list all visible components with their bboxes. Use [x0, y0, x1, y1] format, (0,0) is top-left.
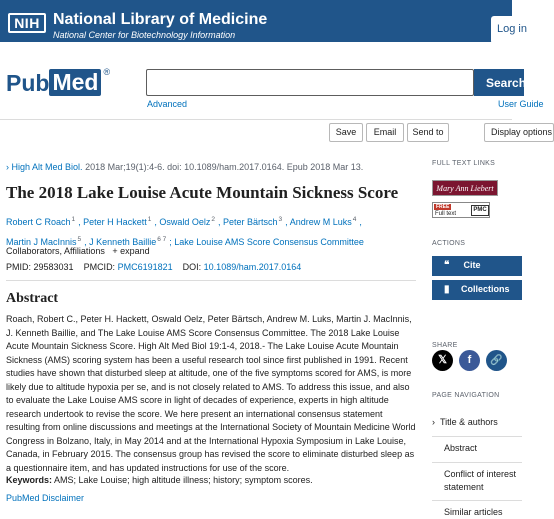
facebook-share-icon[interactable]: f	[459, 350, 480, 371]
nav-title-authors[interactable]: › Title & authors	[432, 417, 498, 427]
actions-heading: ACTIONS	[432, 240, 466, 247]
keywords-label: Keywords:	[6, 475, 53, 485]
advanced-search-link[interactable]: Advanced	[147, 99, 188, 109]
org-subtitle: National Center for Biotechnology Information	[53, 30, 236, 40]
author-link[interactable]: Lake Louise AMS Score Consensus Committee	[174, 237, 364, 247]
author-link[interactable]: Robert C Roach	[6, 217, 71, 227]
abstract-heading: Abstract	[6, 291, 59, 306]
search-input[interactable]	[146, 69, 474, 96]
collections-button[interactable]	[432, 280, 522, 300]
save-button[interactable]: Save	[329, 123, 363, 142]
collaborators-label: Collaborators, Affiliations	[6, 246, 105, 256]
pmc-logo: PMC	[471, 205, 489, 216]
chevron-right-icon: ›	[432, 417, 435, 427]
doi-link[interactable]: 10.1089/ham.2017.0164	[203, 262, 302, 272]
logo-med: Med	[49, 69, 101, 96]
cite-button[interactable]	[432, 256, 522, 276]
share-heading: SHARE	[432, 342, 458, 349]
pmcid-label: PMCID:	[83, 262, 116, 272]
user-guide-link[interactable]: User Guide	[498, 99, 544, 109]
link-share-icon[interactable]: 🔗	[486, 350, 507, 371]
nav-similar-articles[interactable]: Similar articles	[444, 507, 503, 517]
bookmark-icon: ▮	[444, 284, 450, 295]
journal-citation	[6, 162, 420, 172]
full-text-label: Full text	[435, 211, 457, 217]
author-list: Robert C Roach$^1$ , Peter H Hackett$^1$ , Oswald Oelz$^2$ , Peter Bärtsch$^3$ , Andrew M Luks$^4$ , Martin J MacInnis$^5$ , J Kenneth Baillie$^{6 7}$ ; Lake Louise AMS Score Consensus Committee	[6, 216, 364, 247]
publisher-link[interactable]: Mary Ann Liebert	[432, 180, 498, 196]
nav-abstract[interactable]: Abstract	[444, 443, 478, 453]
nav-divider	[432, 500, 522, 501]
email-button[interactable]: Email	[366, 123, 404, 142]
logo-registered: ®	[103, 67, 111, 77]
author-link[interactable]: Andrew M Luks	[289, 217, 352, 227]
pmc-full-text-link[interactable]	[432, 202, 490, 218]
display-options-button[interactable]: Display options	[484, 123, 554, 142]
nav-divider	[432, 462, 522, 463]
pubmed-logo[interactable]	[6, 67, 111, 97]
author-link[interactable]: Peter H Hackett	[83, 217, 147, 227]
cite-label: Cite	[463, 260, 481, 270]
nih-header	[0, 0, 527, 42]
x-share-icon[interactable]: 𝕏	[432, 350, 453, 371]
send-to-button[interactable]: Send to	[407, 123, 449, 142]
journal-link[interactable]: › High Alt Med Biol.	[6, 162, 83, 172]
pmid: PMID: 29583031	[6, 262, 74, 272]
collaborators-affiliations	[6, 246, 150, 256]
author-link[interactable]: Martin J MacInnis	[6, 237, 77, 247]
author-link[interactable]: Peter Bärtsch	[223, 217, 278, 227]
collections-label: Collections	[461, 284, 510, 294]
keywords	[6, 475, 313, 485]
nav-conflict-of-interest[interactable]: Conflict of interest statement	[444, 469, 517, 492]
full-text-links-heading: FULL TEXT LINKS	[432, 160, 496, 167]
org-name[interactable]: National Library of Medicine	[53, 11, 268, 28]
citation-text: 2018 Mar;19(1):4-6. doi: 10.1089/ham.2017.0164. Epub 2018 Mar 13.	[85, 162, 364, 172]
doi-label: DOI:	[182, 262, 202, 272]
abstract-text	[6, 313, 416, 480]
quote-icon: ❝	[444, 260, 450, 271]
nih-logo[interactable]: NIH	[8, 13, 46, 33]
search-button[interactable]: Search	[474, 69, 524, 96]
page-navigation-heading: PAGE NAVIGATION	[432, 392, 500, 399]
sidebar	[432, 160, 522, 517]
logo-pub: Pub	[6, 70, 50, 96]
author-link[interactable]: J Kenneth Baillie	[89, 237, 157, 247]
login-button[interactable]: Log in	[491, 16, 521, 44]
keywords-value: AMS; Lake Louise; high altitude illness; history; symptom scores.	[54, 475, 313, 485]
article-main	[6, 162, 420, 503]
nav-divider	[432, 436, 522, 437]
author-link[interactable]: Oswald Oelz	[159, 217, 211, 227]
free-badge: FREE	[436, 204, 450, 210]
section-divider	[6, 280, 416, 281]
expand-button[interactable]: + expand	[112, 246, 150, 256]
article-title: The 2018 Lake Louise Acute Mountain Sickness Score	[6, 183, 399, 202]
abstract-paragraph: Roach, Robert C., Peter H. Hackett, Oswald Oelz, Peter Bärtsch, Andrew M. Luks, Martin J. MacInnis, J. Kenneth Baillie, and The Lake Louise AMS Score Consensus Committee. The 2018 Lake Louise Acute Mountain Sickness Score. High Alt Med Biol 19:1-4, 2018.- The Lake Louise Acute Mountain Sickness (AMS) scoring system has been a useful research tool since first published in 1991. Recent studies have shown that disturbed sleep at altitude, one of the five symptoms scored for AMS, is more likely due to altitude hypoxia per se, and is not closely related to AMS. To address this issue, and also to evaluate the Lake Louise AMS score in light of decades of experience, experts in high altitude research undertook to revise the score. We here present an international consensus statement resulting from online discussions and meetings at the International Society of Mountain Medicine World Congress in Bolzano, Italy, in May 2014 and at the International Hypoxia Symposium in Lake Louise, Canada, in February 2015. The consensus group has revised the score to eliminate disturbed sleep as a questionnaire item, and has updated instructions for use of the score.	[6, 314, 416, 473]
pmcid-link[interactable]: PMC6191821	[117, 262, 173, 272]
article-identifiers	[6, 262, 301, 272]
toolbar-divider	[0, 119, 512, 120]
pubmed-disclaimer-link[interactable]: PubMed Disclaimer	[6, 493, 85, 503]
